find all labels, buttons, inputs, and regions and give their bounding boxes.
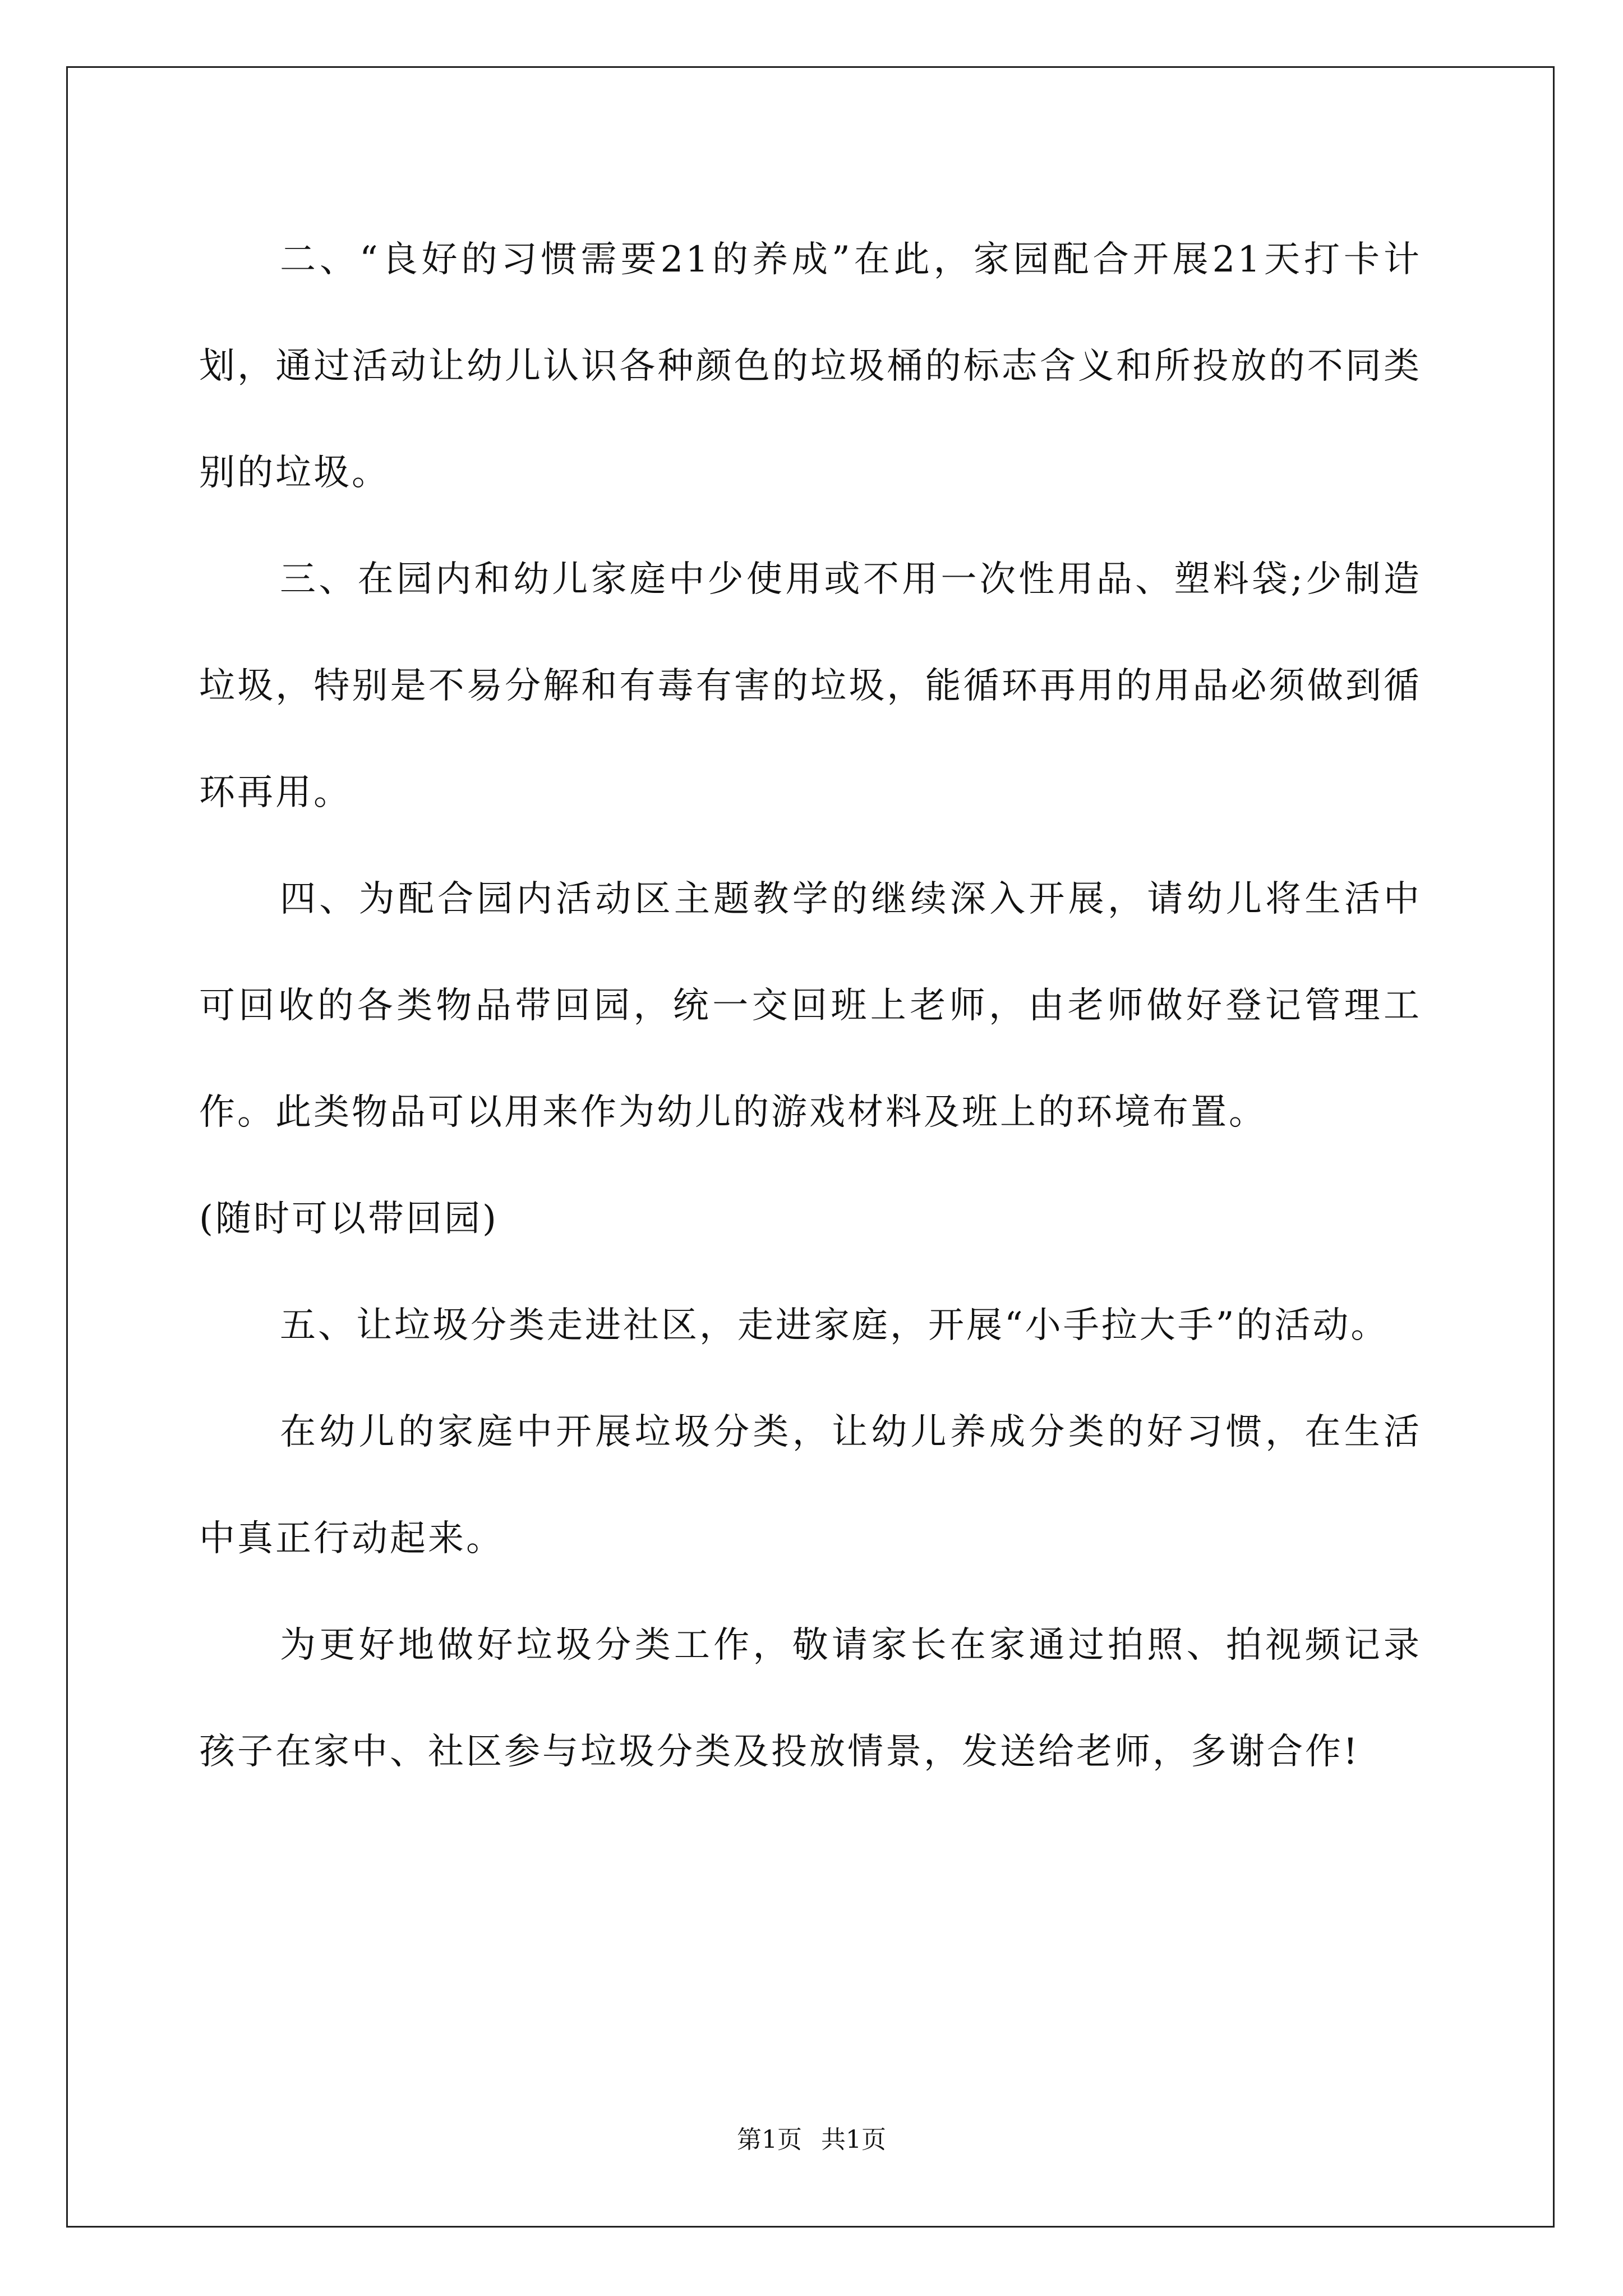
paragraph-note: (随时可以带回园) <box>199 1198 499 1240</box>
page-footer <box>0 2123 1623 2157</box>
page-total: 共1页 <box>821 2125 886 2154</box>
paragraph-closing: 为更好地做好垃圾分类工作，敬请家长在家通过拍照、拍视频记录孩子在家中、社区参与垃圾分类及投放情景，发送给老师，多谢合作! <box>199 1625 1422 1773</box>
paragraph-home: 在幼儿的家庭中开展垃圾分类，让幼儿养成分类的好习惯，在生活中真正行动起来。 <box>199 1411 1422 1559</box>
page-number: 第1页 <box>737 2125 802 2154</box>
paragraph-4: 四、为配合园内活动区主题教学的继续深入开展，请幼儿将生活中可回收的各类物品带回园，统一交回班上老师，由老师做好登记管理工作。此类物品可以用来作为幼儿的游戏材料及班上的环境布置。 <box>199 878 1422 1133</box>
paragraph-3: 三、在园内和幼儿家庭中少使用或不用一次性用品、塑料袋;少制造垃圾，特别是不易分解和有毒有害的垃圾，能循环再用的用品必须做到循环再用。 <box>199 559 1422 813</box>
paragraph-2: 二、“良好的习惯需要21的养成”在此，家园配合开展21天打卡计划，通过活动让幼儿认识各种颜色的垃圾桶的标志含义和所投放的不同类别的垃圾。 <box>199 239 1422 494</box>
paragraph-5: 五、让垃圾分类走进社区，走进家庭，开展“小手拉大手”的活动。 <box>280 1305 1389 1346</box>
document-body <box>199 206 1422 1805</box>
